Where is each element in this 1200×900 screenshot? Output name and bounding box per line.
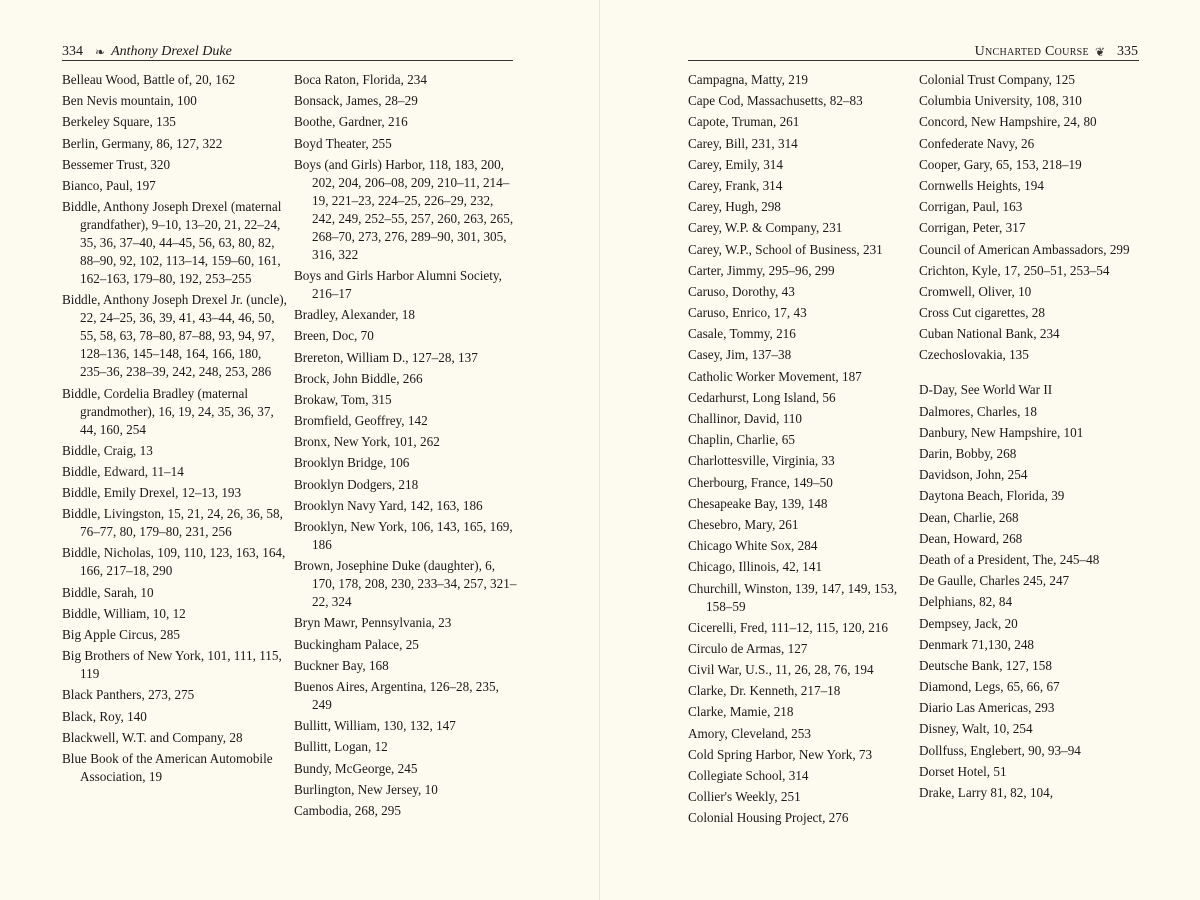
index-entry: Collier's Weekly, 251 <box>688 789 801 805</box>
index-entry: Boys and Girls Harbor Alumni Society, 216–17 <box>294 267 502 301</box>
index-entry: Cedarhurst, Long Island, 56 <box>688 389 836 405</box>
index-entry: Cherbourg, France, 149–50 <box>688 474 833 490</box>
index-entry: Biddle, Sarah, 10 <box>62 584 154 600</box>
index-entry: Darin, Bobby, 268 <box>919 446 1017 461</box>
index-entry: Boyd Theater, 255 <box>294 135 392 151</box>
index-entry: Catholic Worker Movement, 187 <box>688 368 862 384</box>
index-entry: De Gaulle, Charles 245, 247 <box>919 573 1070 589</box>
index-entry: Churchill, Winston, 139, 147, 149, 153, 158–59 <box>688 580 898 614</box>
index-entry: Colonial Trust Company, 125 <box>919 72 1075 87</box>
index-entry: Berlin, Germany, 86, 127, 322 <box>62 135 223 151</box>
leaf-ornament-icon: ❦ <box>1094 45 1105 59</box>
index-entry: Corrigan, Peter, 317 <box>919 220 1026 236</box>
index-entry: Boca Raton, Florida, 234 <box>294 72 427 87</box>
index-entry: Burlington, New Jersey, 10 <box>294 781 438 797</box>
index-entry: Capote, Truman, 261 <box>688 114 800 130</box>
right-page <box>600 0 1200 900</box>
index-entry: Brokaw, Tom, 315 <box>294 391 392 407</box>
index-entry: Chesapeake Bay, 139, 148 <box>688 495 828 511</box>
index-entry: Brock, John Biddle, 266 <box>294 370 423 386</box>
index-entry: Buckner Bay, 168 <box>294 657 389 673</box>
index-entry: Chaplin, Charlie, 65 <box>688 432 795 448</box>
index-entry: Campagna, Matty, 219 <box>688 72 809 87</box>
index-entry: Big Apple Circus, 285 <box>62 627 180 642</box>
index-entry: Carey, Emily, 314 <box>688 156 783 172</box>
index-entry: Cambodia, 268, 295 <box>294 802 401 818</box>
index-entry: Dollfuss, Englebert, 90, 93–94 <box>919 742 1081 758</box>
index-entry: Cuban National Bank, 234 <box>919 326 1060 342</box>
index-column <box>688 71 913 831</box>
index-entry: Caruso, Enrico, 17, 43 <box>688 305 807 321</box>
index-entry: Delphians, 82, 84 <box>919 594 1013 610</box>
index-entry: Bullitt, Logan, 12 <box>294 739 388 755</box>
index-entry: Amory, Cleveland, 253 <box>688 725 811 741</box>
index-entry: Cold Spring Harbor, New York, 73 <box>688 746 873 762</box>
index-entry: Biddle, Anthony Joseph Drexel (maternal grandfather), 9–10, 13–20, 21, 22–24, 35, 36, 37–40, 44–45, 56, 63, 80, 82, 88–90, 92, 102, 113–14, 159–60, 161, 162–163, 179–80, 192, 253–255 <box>62 199 282 287</box>
index-entry: Dempsey, Jack, 20 <box>919 615 1018 631</box>
index-entry: Carey, Bill, 231, 314 <box>688 135 798 151</box>
index-entry: Deutsche Bank, 127, 158 <box>919 657 1052 673</box>
index-entry: Biddle, Anthony Joseph Drexel Jr. (uncle), 22, 24–25, 36, 39, 41, 43–44, 46, 50, 55, 58, 63, 78–80, 87–88, 93, 94, 97, 128–136, 145–148, 164, 166, 180, 235–36, 238–39, 242, 248, 253, 286 <box>62 292 287 380</box>
index-entry: Buenos Aires, Argentina, 126–28, 235, 249 <box>294 678 499 712</box>
index-entry: Carter, Jimmy, 295–96, 299 <box>688 262 835 278</box>
index-entry: Bryn Mawr, Pennsylvania, 23 <box>294 615 452 631</box>
index-entry: Clarke, Mamie, 218 <box>688 704 794 720</box>
index-entry: Challinor, David, 110 <box>688 411 802 426</box>
index-entry: Biddle, Edward, 11–14 <box>62 463 184 479</box>
index-entry: Civil War, U.S., 11, 26, 28, 76, 194 <box>688 662 874 678</box>
index-entry: Cooper, Gary, 65, 153, 218–19 <box>919 156 1082 172</box>
index-entry: Chicago White Sox, 284 <box>688 538 818 554</box>
index-entry: Black Panthers, 273, 275 <box>62 687 195 703</box>
index-column <box>62 71 287 789</box>
index-entry: Concord, New Hampshire, 24, 80 <box>919 114 1097 130</box>
index-entry: Bonsack, James, 28–29 <box>294 93 418 109</box>
index-entry: Cape Cod, Massachusetts, 82–83 <box>688 93 863 109</box>
index-entry: Carey, W.P. & Company, 231 <box>688 220 843 236</box>
index-entry: Carey, W.P., School of Business, 231 <box>688 241 883 257</box>
index-entry: Dean, Charlie, 268 <box>919 509 1019 525</box>
page-number: 335 <box>1117 44 1138 59</box>
running-head-title: Anthony Drexel Duke <box>111 44 232 59</box>
index-entry: Ben Nevis mountain, 100 <box>62 93 197 109</box>
index-entry: Cromwell, Oliver, 10 <box>919 283 1032 299</box>
index-entry: Drake, Larry 81, 82, 104, <box>919 785 1054 800</box>
index-entry: Crichton, Kyle, 17, 250–51, 253–54 <box>919 262 1110 278</box>
index-entry: Biddle, Nicholas, 109, 110, 123, 163, 164, 166, 217–18, 290 <box>62 545 286 579</box>
index-entry: Caruso, Dorothy, 43 <box>688 283 795 299</box>
index-entry: Blackwell, W.T. and Company, 28 <box>62 729 243 745</box>
index-entry: Casey, Jim, 137–38 <box>688 347 792 363</box>
index-entry: Carey, Frank, 314 <box>688 177 783 193</box>
index-entry: Bessemer Trust, 320 <box>62 156 171 172</box>
index-entry: Casale, Tommy, 216 <box>688 326 796 342</box>
header-rule <box>62 60 513 61</box>
index-entry: Brown, Josephine Duke (daughter), 6, 170, 178, 208, 230, 233–34, 257, 321–22, 324 <box>294 558 517 610</box>
index-entry: Brooklyn Navy Yard, 142, 163, 186 <box>294 497 483 513</box>
index-entry: Davidson, John, 254 <box>919 467 1028 483</box>
index-entry: Biddle, Cordelia Bradley (maternal grandmother), 16, 19, 24, 35, 36, 37, 44, 160, 254 <box>62 385 274 437</box>
index-entry: Corrigan, Paul, 163 <box>919 199 1023 215</box>
index-entry: Brooklyn Bridge, 106 <box>294 455 410 471</box>
right-running-header <box>688 43 1138 61</box>
index-entry: Carey, Hugh, 298 <box>688 199 781 215</box>
index-entry: Brooklyn Dodgers, 218 <box>294 476 419 492</box>
index-entry: Biddle, Livingston, 15, 21, 24, 26, 36, 58, 76–77, 80, 179–80, 231, 256 <box>62 506 283 540</box>
index-entry: Diamond, Legs, 65, 66, 67 <box>919 679 1060 695</box>
index-entry: Cornwells Heights, 194 <box>919 177 1044 193</box>
index-entry: Denmark 71,130, 248 <box>919 636 1035 652</box>
index-entry: Bullitt, William, 130, 132, 147 <box>294 718 456 734</box>
index-entry: Charlottesville, Virginia, 33 <box>688 453 835 469</box>
index-entry: Boys (and Girls) Harbor, 118, 183, 200, 202, 204, 206–08, 209, 210–11, 214–19, 221–23, 224–25, 226–29, 232, 242, 249, 252–55, 257, 260, 263, 265, 268–70, 273, 276, 289–90, 301, 305, 316, 322 <box>294 156 514 262</box>
index-entry: Black, Roy, 140 <box>62 708 147 724</box>
index-entry: Bianco, Paul, 197 <box>62 177 156 193</box>
index-entry: Belleau Wood, Battle of, 20, 162 <box>62 72 236 87</box>
index-entry: Council of American Ambassadors, 299 <box>919 241 1130 257</box>
index-entry: Chicago, Illinois, 42, 141 <box>688 559 823 575</box>
index-entry: Bradley, Alexander, 18 <box>294 307 415 323</box>
index-entry: Cicerelli, Fred, 111–12, 115, 120, 216 <box>688 619 888 635</box>
index-entry: Buckingham Palace, 25 <box>294 636 419 652</box>
page-number: 334 <box>62 44 83 59</box>
leaf-ornament-icon: ❧ <box>95 45 106 59</box>
index-entry: Clarke, Dr. Kenneth, 217–18 <box>688 683 841 699</box>
index-entry: Blue Book of the American Automobile Association, 19 <box>62 750 273 784</box>
index-entry: Biddle, Emily Drexel, 12–13, 193 <box>62 485 242 501</box>
index-entry: Bronx, New York, 101, 262 <box>294 434 440 450</box>
running-head-title: Uncharted Course <box>974 44 1089 59</box>
index-entry: Bundy, McGeorge, 245 <box>294 760 418 776</box>
index-entry: Big Brothers of New York, 101, 111, 115, 119 <box>62 648 282 682</box>
index-entry: Disney, Walt, 10, 254 <box>919 721 1033 737</box>
index-entry: Cross Cut cigarettes, 28 <box>919 305 1045 321</box>
index-entry: Chesebro, Mary, 261 <box>688 516 799 532</box>
index-column <box>294 71 519 823</box>
index-entry: Daytona Beach, Florida, 39 <box>919 488 1065 504</box>
left-running-header <box>62 43 512 61</box>
index-entry: Diario Las Americas, 293 <box>919 700 1055 716</box>
index-entry: Berkeley Square, 135 <box>62 114 176 130</box>
index-entry: Colonial Housing Project, 276 <box>688 810 849 826</box>
index-entry: Boothe, Gardner, 216 <box>294 114 408 130</box>
index-entry: Confederate Navy, 26 <box>919 135 1035 151</box>
index-entry: Brooklyn, New York, 106, 143, 165, 169, 186 <box>294 519 513 552</box>
index-entry: Bromfield, Geoffrey, 142 <box>294 413 428 429</box>
index-entry: Biddle, William, 10, 12 <box>62 605 186 621</box>
index-entry: Dalmores, Charles, 18 <box>919 403 1037 419</box>
index-entry: Dean, Howard, 268 <box>919 530 1023 546</box>
index-entry: Breen, Doc, 70 <box>294 328 374 344</box>
index-entry: Brereton, William D., 127–28, 137 <box>294 349 478 365</box>
index-entry: Columbia University, 108, 310 <box>919 93 1082 109</box>
index-entry: Danbury, New Hampshire, 101 <box>919 424 1084 440</box>
index-entry: Circulo de Armas, 127 <box>688 640 808 656</box>
index-entry: Collegiate School, 314 <box>688 768 809 783</box>
index-entry: D-Day, See World War II <box>919 382 1053 398</box>
index-entry: Death of a President, The, 245–48 <box>919 551 1100 567</box>
header-rule <box>688 60 1139 61</box>
index-entry: Biddle, Craig, 13 <box>62 442 153 458</box>
index-entry: Dorset Hotel, 51 <box>919 763 1007 779</box>
index-column <box>919 71 1134 805</box>
index-entry: Czechoslovakia, 135 <box>919 347 1029 363</box>
